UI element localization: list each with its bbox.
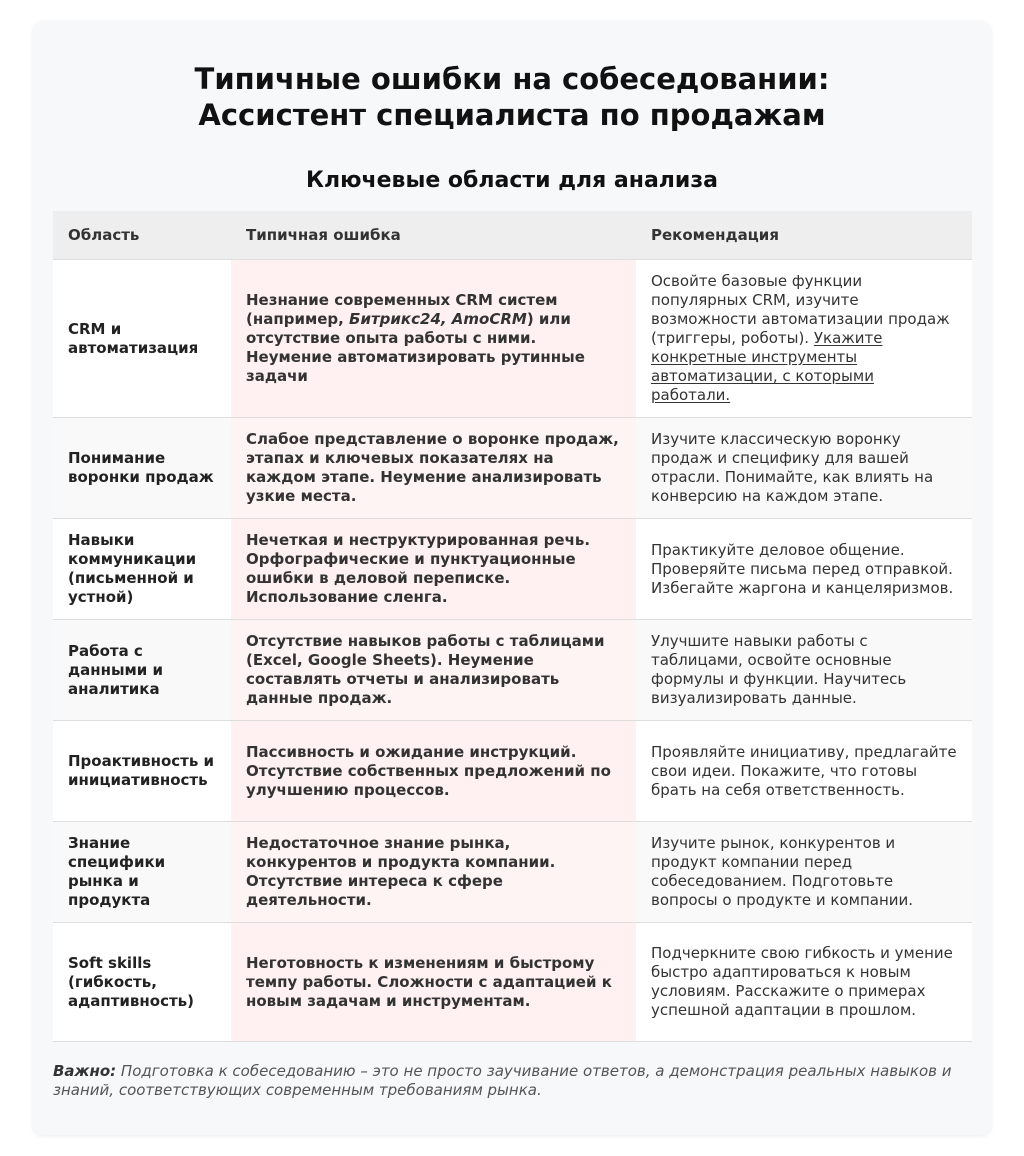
content-card xyxy=(33,21,991,1135)
mistake-cell xyxy=(231,260,636,418)
mistake-cell: Неготовность к изменениям и быстрому темпу работы. Сложности с адаптацией к новым задачам и инструментам. xyxy=(231,923,636,1042)
table-row xyxy=(53,721,972,822)
note-label: Важно: xyxy=(53,1062,117,1080)
table-row xyxy=(53,260,972,418)
table-row xyxy=(53,923,972,1042)
recommendation-cell: Изучите рынок, конкурентов и продукт компании перед собеседованием. Подготовьте вопросы о продукте и компании. xyxy=(636,822,972,923)
mistake-example-crm: Битрикс24, AmoCRM xyxy=(349,310,527,328)
recommendation-cell: Проявляйте инициативу, предлагайте свои идеи. Покажите, что готовы брать на себя ответственность. xyxy=(636,721,972,822)
title-line-1: Типичные ошибки на собеседовании: xyxy=(194,62,830,96)
recommendation-cell: Улучшите навыки работы с таблицами, освойте основные формулы и функции. Научитесь визуализировать данные. xyxy=(636,620,972,721)
area-cell: Soft skills (гибкость, адаптивность) xyxy=(53,923,231,1042)
mistake-cell: Пассивность и ожидание инструкций. Отсутствие собственных предложений по улучшению процессов. xyxy=(231,721,636,822)
mistake-cell: Отсутствие навыков работы с таблицами (Excel, Google Sheets). Неумение составлять отчеты и анализировать данные продаж. xyxy=(231,620,636,721)
mistake-cell: Нечеткая и неструктурированная речь. Орфографические и пунктуационные ошибки в деловой переписке. Использование сленга. xyxy=(231,519,636,620)
table-row xyxy=(53,418,972,519)
recommendation-cell: Изучите классическую воронку продаж и специфику для вашей отрасли. Понимайте, как влиять на конверсию на каждом этапе. xyxy=(636,418,972,519)
table-row xyxy=(53,620,972,721)
area-cell: Навыки коммуникации (письменной и устной) xyxy=(53,519,231,620)
note-text: Подготовка к собеседованию – это не просто заучивание ответов, а демонстрация реальных навыков и знаний, соответствующих современным требованиям рынка. xyxy=(53,1062,952,1099)
area-cell: Проактивность и инициативность xyxy=(53,721,231,822)
recommendation-cell: Практикуйте деловое общение. Проверяйте письма перед отправкой. Избегайте жаргона и канцеляризмов. xyxy=(636,519,972,620)
title-line-2: Ассистент специалиста по продажам xyxy=(198,98,826,132)
area-cell: Понимание воронки продаж xyxy=(53,418,231,519)
header-area: Область xyxy=(53,211,231,260)
recommendation-text: Освойте базовые функции популярных CRM, изучите возможности автоматизации продаж (триггеры, роботы). xyxy=(651,272,950,347)
section-subtitle: Ключевые области для анализа xyxy=(306,168,718,193)
header-mistake: Типичная ошибка xyxy=(231,211,636,260)
area-cell: Работа с данными и аналитика xyxy=(53,620,231,721)
header-recommendation: Рекомендация xyxy=(636,211,972,260)
table-row xyxy=(53,519,972,620)
mistake-cell: Слабое представление о воронке продаж, этапах и ключевых показателях на каждом этапе. Неумение анализировать узкие места. xyxy=(231,418,636,519)
area-cell: CRM и автоматизация xyxy=(53,260,231,418)
table-row xyxy=(53,822,972,923)
recommendation-cell xyxy=(636,260,972,418)
mistake-text: Незнание современных CRM систем (например, xyxy=(246,291,558,328)
analysis-table xyxy=(53,211,972,1042)
recommendation-cell: Подчеркните свою гибкость и умение быстро адаптироваться к новым условиям. Расскажите о примерах успешной адаптации в прошлом. xyxy=(636,923,972,1042)
table-header-row xyxy=(53,211,972,260)
page-title xyxy=(33,61,991,133)
mistake-cell: Недостаточное знание рынка, конкурентов и продукта компании. Отсутствие интереса к сфере деятельности. xyxy=(231,822,636,923)
recommendation-emphasis: Укажите конкретные инструменты автоматизации, с которыми работали. xyxy=(651,329,883,404)
mistake-text-continued: ) или отсутствие опыта работы с ними. Неумение автоматизировать рутинные задачи xyxy=(246,310,585,385)
important-note xyxy=(53,1062,953,1100)
area-cell: Знание специфики рынка и продукта xyxy=(53,822,231,923)
